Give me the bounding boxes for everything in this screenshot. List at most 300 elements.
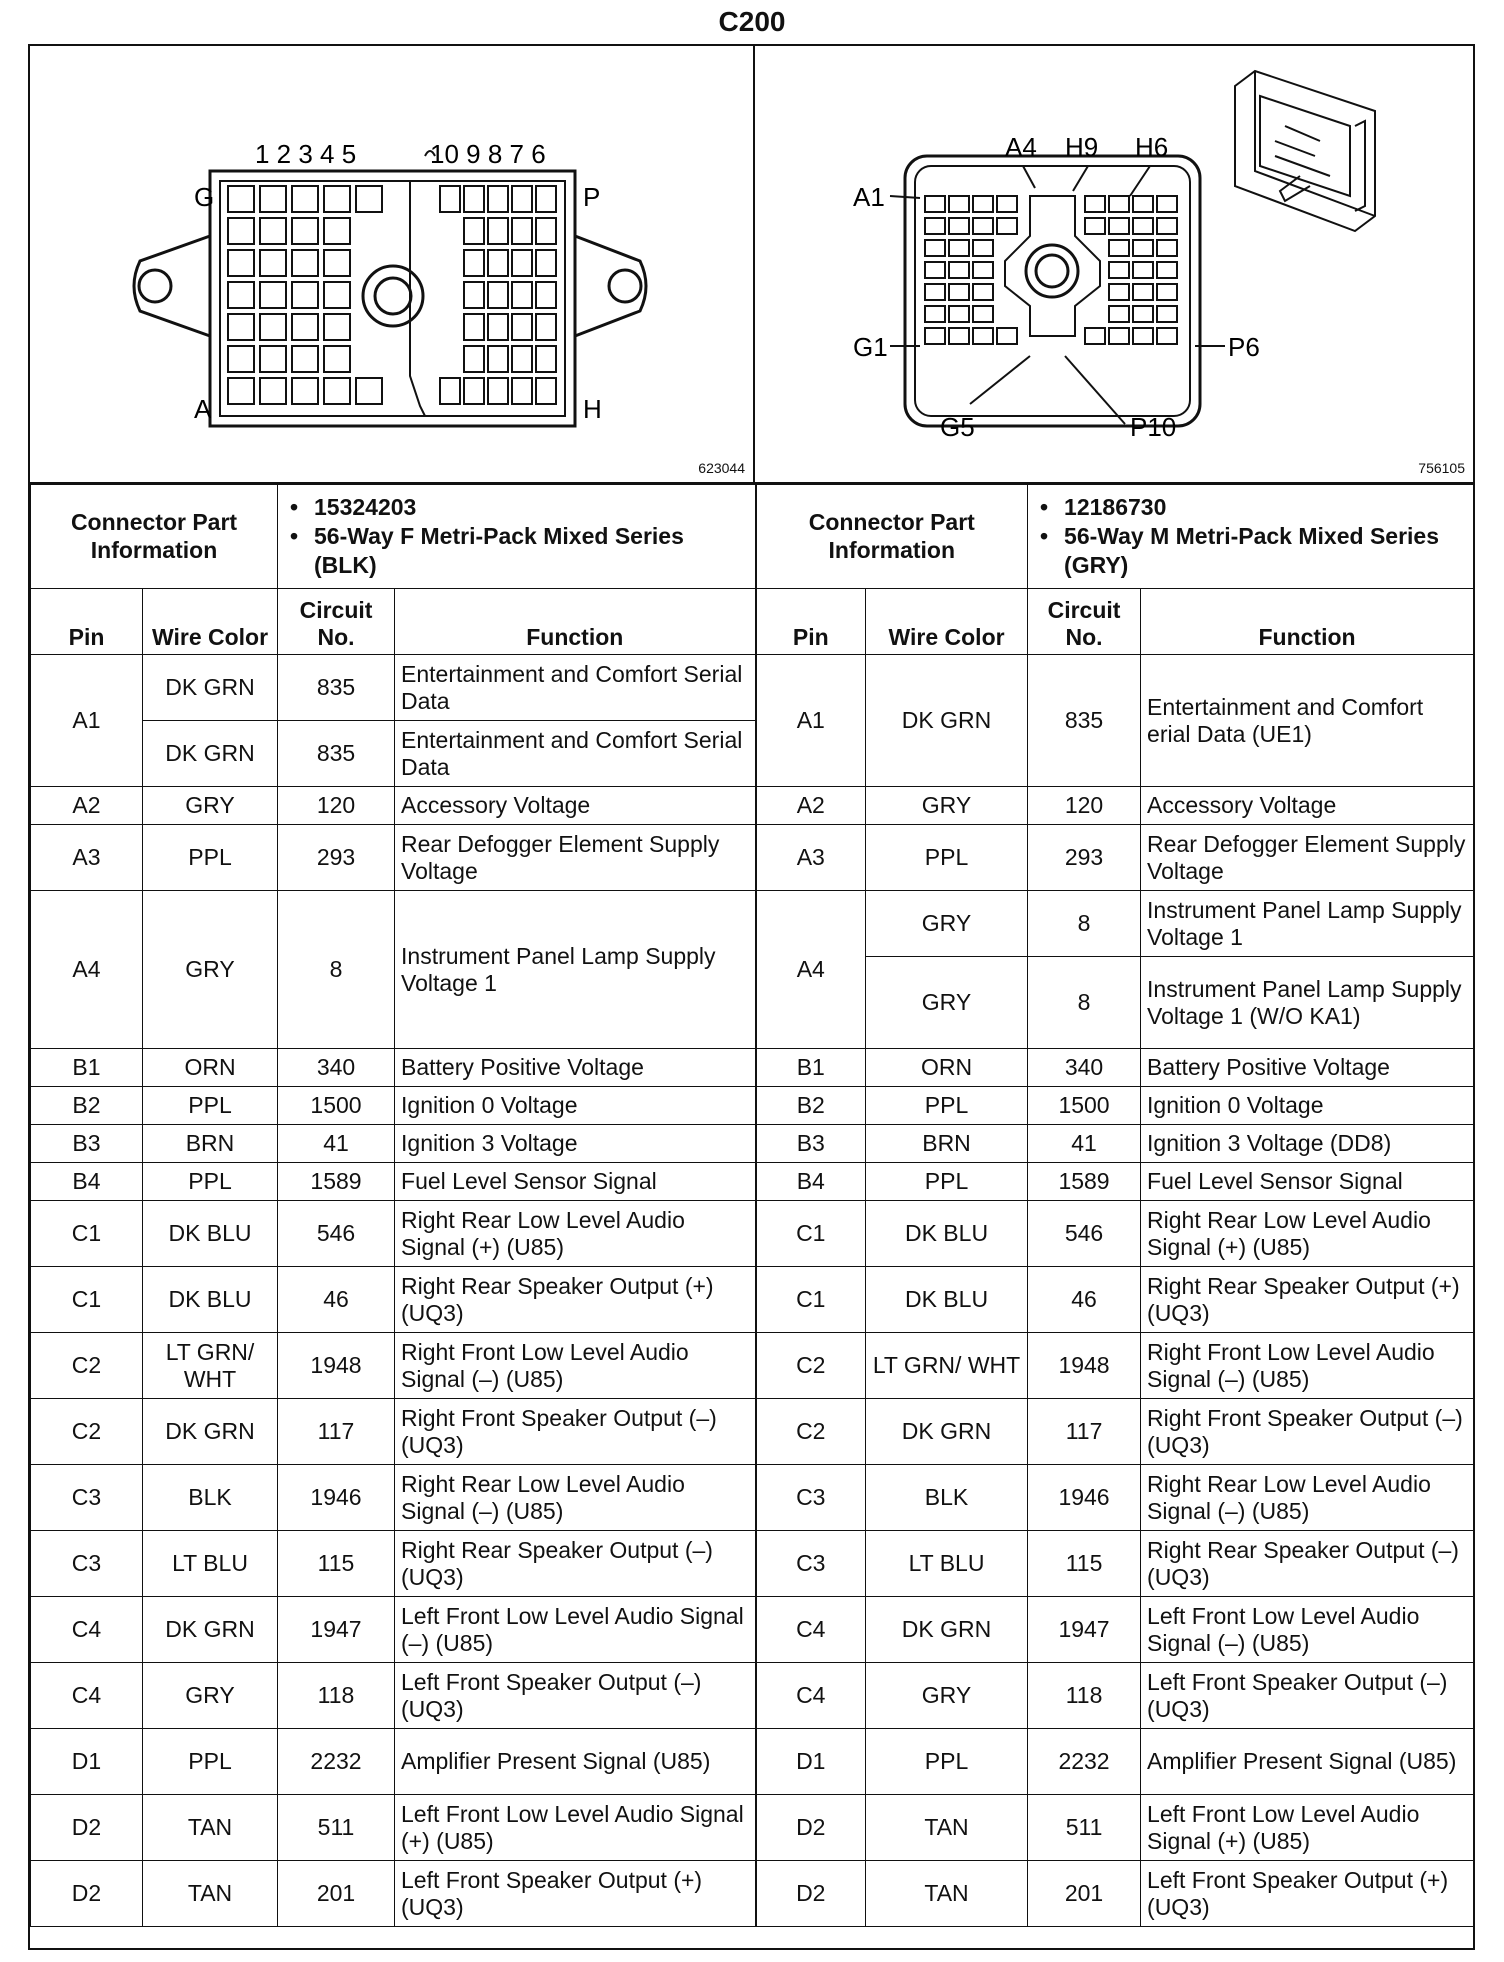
connector-cavity bbox=[536, 314, 556, 340]
pin-cell: B3 bbox=[31, 1125, 143, 1163]
connector-cavity bbox=[512, 314, 532, 340]
pin-cell: A4 bbox=[756, 891, 866, 1049]
wire-color-cell: GRY bbox=[143, 1663, 278, 1729]
pin-cell: C3 bbox=[31, 1465, 143, 1531]
function-cell: Right Rear Speaker Output (–) (UQ3) bbox=[1141, 1531, 1474, 1597]
connector-cavity bbox=[1109, 328, 1129, 344]
function-cell: Left Front Low Level Audio Signal (+) (U85) bbox=[1141, 1795, 1474, 1861]
pin-cell: C2 bbox=[31, 1333, 143, 1399]
wire-color-cell: BRN bbox=[143, 1125, 278, 1163]
connector-cavity bbox=[464, 186, 484, 212]
connector-cavity bbox=[260, 346, 286, 372]
corner-label-a: A bbox=[194, 394, 212, 424]
connector-cavity bbox=[324, 218, 350, 244]
circuit-cell: 835 bbox=[1028, 655, 1141, 787]
connector-cavity bbox=[292, 282, 318, 308]
table-row bbox=[31, 1087, 1474, 1125]
function-cell: Left Front Low Level Audio Signal (+) (U85) bbox=[395, 1795, 756, 1861]
function-cell: Right Rear Low Level Audio Signal (–) (U85) bbox=[395, 1465, 756, 1531]
table-row bbox=[31, 1049, 1474, 1087]
connector-cavity bbox=[228, 346, 254, 372]
connector-cavity bbox=[464, 346, 484, 372]
function-cell: Ignition 0 Voltage bbox=[1141, 1087, 1474, 1125]
wire-color-cell: GRY bbox=[143, 787, 278, 825]
function-cell: Amplifier Present Signal (U85) bbox=[1141, 1729, 1474, 1795]
function-cell: Right Rear Speaker Output (+) (UQ3) bbox=[1141, 1267, 1474, 1333]
connector-cavity bbox=[292, 378, 318, 404]
function-cell: Left Front Low Level Audio Signal (–) (U85) bbox=[1141, 1597, 1474, 1663]
connector-cavity bbox=[464, 218, 484, 244]
connector-cavity bbox=[324, 314, 350, 340]
table-row bbox=[31, 1861, 1474, 1927]
circuit-cell: 1948 bbox=[1028, 1333, 1141, 1399]
connector-cavity bbox=[973, 262, 993, 278]
function-cell: Right Front Speaker Output (–) (UQ3) bbox=[395, 1399, 756, 1465]
function-cell: Right Front Low Level Audio Signal (–) (U85) bbox=[1141, 1333, 1474, 1399]
table-row bbox=[31, 1597, 1474, 1663]
function-cell: Accessory Voltage bbox=[1141, 787, 1474, 825]
connector-cavity bbox=[1157, 218, 1177, 234]
connector-sheet bbox=[28, 44, 1475, 1950]
wire-color-cell: DK GRN bbox=[866, 1597, 1028, 1663]
circuit-cell: 201 bbox=[1028, 1861, 1141, 1927]
connector-cavity bbox=[488, 346, 508, 372]
circuit-cell: 117 bbox=[278, 1399, 395, 1465]
connector-cavity bbox=[949, 218, 969, 234]
connector-info-row bbox=[31, 485, 1474, 589]
connector-cavity bbox=[228, 282, 254, 308]
wire-color-cell: LT BLU bbox=[143, 1531, 278, 1597]
circuit-cell: 511 bbox=[278, 1795, 395, 1861]
connector-cavity bbox=[324, 378, 350, 404]
connector-cavity bbox=[488, 250, 508, 276]
connector-cavity bbox=[536, 218, 556, 244]
connector-cavity bbox=[1157, 328, 1177, 344]
table-row bbox=[31, 1795, 1474, 1861]
function-cell: Amplifier Present Signal (U85) bbox=[395, 1729, 756, 1795]
function-cell: Instrument Panel Lamp Supply Voltage 1 bbox=[395, 891, 756, 1049]
connector-cavity bbox=[1109, 218, 1129, 234]
circuit-cell: 1946 bbox=[278, 1465, 395, 1531]
function-cell: Battery Positive Voltage bbox=[1141, 1049, 1474, 1087]
function-cell: Right Rear Speaker Output (–) (UQ3) bbox=[395, 1531, 756, 1597]
label-h9: H9 bbox=[1065, 132, 1099, 162]
function-cell: Instrument Panel Lamp Supply Voltage 1 (W/O KA1) bbox=[1141, 957, 1474, 1049]
table-row bbox=[31, 1125, 1474, 1163]
connector-cavity bbox=[440, 186, 460, 212]
header-circuit-no: Circuit No. bbox=[278, 589, 395, 655]
circuit-cell: 835 bbox=[278, 655, 395, 721]
connector-cavity bbox=[973, 284, 993, 300]
pin-cell: C3 bbox=[31, 1531, 143, 1597]
corner-label-h: H bbox=[583, 394, 602, 424]
connector-cavity bbox=[973, 240, 993, 256]
connector-cavity bbox=[536, 346, 556, 372]
wire-color-cell: BLK bbox=[866, 1465, 1028, 1531]
connector-cavity bbox=[925, 306, 945, 322]
connector-cavity bbox=[925, 218, 945, 234]
connector-cavity bbox=[260, 218, 286, 244]
wire-color-cell: PPL bbox=[143, 1729, 278, 1795]
connector-cavity bbox=[464, 314, 484, 340]
connector-cavity bbox=[1157, 284, 1177, 300]
pin-cell: D1 bbox=[756, 1729, 866, 1795]
circuit-cell: 1500 bbox=[1028, 1087, 1141, 1125]
pin-cell: A1 bbox=[31, 655, 143, 787]
left-info-label: Connector Part Information bbox=[31, 485, 278, 589]
connector-cavity bbox=[1109, 284, 1129, 300]
connector-cavity bbox=[1085, 196, 1105, 212]
wire-color-cell: DK GRN bbox=[866, 1399, 1028, 1465]
connector-cavity bbox=[1133, 196, 1153, 212]
table-row bbox=[31, 787, 1474, 825]
page-title: C200 bbox=[718, 6, 786, 37]
connector-cavity bbox=[997, 218, 1017, 234]
wire-color-cell: PPL bbox=[143, 825, 278, 891]
circuit-cell: 546 bbox=[278, 1201, 395, 1267]
wire-color-cell: GRY bbox=[866, 1663, 1028, 1729]
connector-cavity bbox=[324, 186, 350, 212]
pin-cell: D2 bbox=[31, 1795, 143, 1861]
wire-color-cell: TAN bbox=[143, 1861, 278, 1927]
pin-cell: C4 bbox=[31, 1663, 143, 1729]
connector-cavity bbox=[1109, 306, 1129, 322]
right-part-description: • 56-Way M Metri-Pack Mixed Series (GRY) bbox=[1064, 522, 1467, 580]
connector-cavity bbox=[488, 186, 508, 212]
connector-cavity bbox=[925, 284, 945, 300]
pin-cell: B2 bbox=[756, 1087, 866, 1125]
circuit-cell: 201 bbox=[278, 1861, 395, 1927]
function-cell: Right Front Speaker Output (–) (UQ3) bbox=[1141, 1399, 1474, 1465]
pin-cell: B4 bbox=[31, 1163, 143, 1201]
pin-cell: C2 bbox=[31, 1399, 143, 1465]
right-info-label: Connector Part Information bbox=[756, 485, 1028, 589]
function-cell: Fuel Level Sensor Signal bbox=[1141, 1163, 1474, 1201]
circuit-cell: 120 bbox=[278, 787, 395, 825]
wire-color-cell: DK BLU bbox=[143, 1201, 278, 1267]
connector-cavity bbox=[228, 250, 254, 276]
pin-cell: C1 bbox=[31, 1267, 143, 1333]
circuit-cell: 117 bbox=[1028, 1399, 1141, 1465]
wire-color-cell: LT GRN/ WHT bbox=[143, 1333, 278, 1399]
table-row bbox=[31, 1531, 1474, 1597]
pin-cell: C4 bbox=[756, 1663, 866, 1729]
connector-cavity bbox=[949, 262, 969, 278]
function-cell: Battery Positive Voltage bbox=[395, 1049, 756, 1087]
circuit-cell: 8 bbox=[278, 891, 395, 1049]
function-cell: Right Rear Speaker Output (+) (UQ3) bbox=[395, 1267, 756, 1333]
connector-cavity bbox=[1085, 328, 1105, 344]
circuit-cell: 41 bbox=[278, 1125, 395, 1163]
circuit-cell: 835 bbox=[278, 721, 395, 787]
connector-cavity bbox=[925, 262, 945, 278]
table-row bbox=[31, 1201, 1474, 1267]
header-circuit-no: Circuit No. bbox=[1028, 589, 1141, 655]
pin-cell: B1 bbox=[756, 1049, 866, 1087]
circuit-cell: 41 bbox=[1028, 1125, 1141, 1163]
wire-color-cell: LT BLU bbox=[866, 1531, 1028, 1597]
connector-cavity bbox=[1157, 306, 1177, 322]
wire-color-cell: DK GRN bbox=[143, 655, 278, 721]
connector-cavity bbox=[925, 240, 945, 256]
connector-cavity bbox=[356, 378, 382, 404]
connector-cavity bbox=[512, 186, 532, 212]
circuit-cell: 46 bbox=[1028, 1267, 1141, 1333]
pinout-table bbox=[30, 484, 1474, 1927]
male-connector-drawing bbox=[755, 46, 1473, 482]
table-row bbox=[31, 1399, 1474, 1465]
connector-cavity bbox=[324, 250, 350, 276]
wire-color-cell: ORN bbox=[866, 1049, 1028, 1087]
header-function: Function bbox=[395, 589, 756, 655]
right-part-number: • 12186730 bbox=[1064, 493, 1467, 522]
female-connector-drawing bbox=[30, 46, 753, 482]
table-row bbox=[31, 655, 1474, 721]
connector-cavity bbox=[536, 378, 556, 404]
function-cell: Ignition 0 Voltage bbox=[395, 1087, 756, 1125]
connector-cavity bbox=[1133, 284, 1153, 300]
function-cell: Left Front Speaker Output (–) (UQ3) bbox=[1141, 1663, 1474, 1729]
header-row bbox=[31, 589, 1474, 655]
connector-cavity bbox=[1109, 262, 1129, 278]
connector-cavity bbox=[973, 328, 993, 344]
circuit-cell: 1589 bbox=[1028, 1163, 1141, 1201]
wire-color-cell: PPL bbox=[866, 825, 1028, 891]
wire-color-cell: GRY bbox=[866, 891, 1028, 957]
connector-cavity bbox=[512, 346, 532, 372]
label-p6: P6 bbox=[1228, 332, 1260, 362]
connector-cavity bbox=[925, 196, 945, 212]
connector-cavity bbox=[512, 282, 532, 308]
table-row bbox=[31, 1663, 1474, 1729]
table-row bbox=[31, 1267, 1474, 1333]
table-row bbox=[31, 891, 1474, 957]
wire-color-cell: PPL bbox=[866, 1729, 1028, 1795]
header-function: Function bbox=[1141, 589, 1474, 655]
circuit-cell: 340 bbox=[278, 1049, 395, 1087]
connector-cavity bbox=[324, 282, 350, 308]
connector-cavity bbox=[260, 186, 286, 212]
connector-cavity bbox=[949, 328, 969, 344]
connector-cavity bbox=[464, 250, 484, 276]
wire-color-cell: PPL bbox=[143, 1163, 278, 1201]
right-info-values bbox=[1028, 485, 1474, 589]
connector-cavity bbox=[292, 186, 318, 212]
connector-cavity bbox=[1085, 218, 1105, 234]
function-cell: Fuel Level Sensor Signal bbox=[395, 1163, 756, 1201]
connector-cavity bbox=[488, 282, 508, 308]
circuit-cell: 2232 bbox=[1028, 1729, 1141, 1795]
circuit-cell: 1500 bbox=[278, 1087, 395, 1125]
connector-cavity bbox=[464, 378, 484, 404]
pin-cell: C3 bbox=[756, 1531, 866, 1597]
wire-color-cell: GRY bbox=[866, 787, 1028, 825]
connector-cavity bbox=[1109, 196, 1129, 212]
connector-cavity bbox=[949, 284, 969, 300]
circuit-cell: 120 bbox=[1028, 787, 1141, 825]
connector-cavity bbox=[925, 328, 945, 344]
connector-cavity bbox=[973, 218, 993, 234]
connector-perspective-icon bbox=[1235, 71, 1375, 231]
pin-cell: B2 bbox=[31, 1087, 143, 1125]
connector-cavity bbox=[536, 186, 556, 212]
pin-cell: A1 bbox=[756, 655, 866, 787]
label-g1: G1 bbox=[853, 332, 888, 362]
pin-cell: B4 bbox=[756, 1163, 866, 1201]
pin-cell: D2 bbox=[756, 1795, 866, 1861]
label-p10: P10 bbox=[1130, 412, 1177, 442]
header-wire-color: Wire Color bbox=[866, 589, 1028, 655]
pin-cell: C2 bbox=[756, 1333, 866, 1399]
function-cell: Ignition 3 Voltage bbox=[395, 1125, 756, 1163]
diagram-ref-number: 756105 bbox=[1418, 460, 1465, 476]
connector-cavity bbox=[512, 378, 532, 404]
wire-color-cell: DK BLU bbox=[866, 1201, 1028, 1267]
pin-cell: A3 bbox=[756, 825, 866, 891]
circuit-cell: 1589 bbox=[278, 1163, 395, 1201]
table-row bbox=[31, 1465, 1474, 1531]
diagram-ref-number: 623044 bbox=[698, 460, 745, 476]
pin-cell: A2 bbox=[31, 787, 143, 825]
connector-cavity bbox=[1133, 240, 1153, 256]
circuit-cell: 115 bbox=[278, 1531, 395, 1597]
connector-cavity bbox=[997, 196, 1017, 212]
header-wire-color: Wire Color bbox=[143, 589, 278, 655]
circuit-cell: 46 bbox=[278, 1267, 395, 1333]
connector-cavity bbox=[356, 186, 382, 212]
label-h6: H6 bbox=[1135, 132, 1169, 162]
circuit-cell: 293 bbox=[278, 825, 395, 891]
header-pin: Pin bbox=[31, 589, 143, 655]
circuit-cell: 546 bbox=[1028, 1201, 1141, 1267]
pin-numbers-left: 1 2 3 4 5 bbox=[255, 139, 357, 169]
circuit-cell: 115 bbox=[1028, 1531, 1141, 1597]
circuit-cell: 118 bbox=[1028, 1663, 1141, 1729]
wire-color-cell: BRN bbox=[866, 1125, 1028, 1163]
connector-cavity bbox=[292, 314, 318, 340]
connector-cavity bbox=[1133, 218, 1153, 234]
connector-cavity bbox=[488, 314, 508, 340]
connector-cavity bbox=[1133, 262, 1153, 278]
pin-cell: C4 bbox=[756, 1597, 866, 1663]
corner-label-p: P bbox=[583, 182, 601, 212]
wire-color-cell: DK GRN bbox=[143, 1597, 278, 1663]
connector-cavity bbox=[228, 378, 254, 404]
function-cell: Entertainment and Comfort Serial Data bbox=[395, 721, 756, 787]
wire-color-cell: GRY bbox=[143, 891, 278, 1049]
function-cell: Ignition 3 Voltage (DD8) bbox=[1141, 1125, 1474, 1163]
connector-cavity bbox=[973, 196, 993, 212]
wire-color-cell: PPL bbox=[866, 1087, 1028, 1125]
function-cell: Rear Defogger Element Supply Voltage bbox=[1141, 825, 1474, 891]
corner-label-g: G bbox=[194, 182, 215, 212]
pin-cell: D2 bbox=[31, 1861, 143, 1927]
circuit-cell: 2232 bbox=[278, 1729, 395, 1795]
circuit-cell: 1946 bbox=[1028, 1465, 1141, 1531]
function-cell: Right Rear Low Level Audio Signal (+) (U85) bbox=[1141, 1201, 1474, 1267]
pin-cell: C1 bbox=[31, 1201, 143, 1267]
circuit-cell: 1947 bbox=[278, 1597, 395, 1663]
function-cell: Left Front Speaker Output (+) (UQ3) bbox=[1141, 1861, 1474, 1927]
connector-cavity bbox=[488, 218, 508, 244]
connector-cavity bbox=[228, 186, 254, 212]
connector-cavity bbox=[464, 282, 484, 308]
connector-cavity bbox=[512, 218, 532, 244]
circuit-cell: 340 bbox=[1028, 1049, 1141, 1087]
wire-color-cell: BLK bbox=[143, 1465, 278, 1531]
diagram-row bbox=[30, 46, 1473, 484]
label-a1: A1 bbox=[853, 182, 885, 212]
connector-cavity bbox=[292, 218, 318, 244]
function-cell: Right Rear Low Level Audio Signal (–) (U85) bbox=[1141, 1465, 1474, 1531]
pin-cell: A3 bbox=[31, 825, 143, 891]
connector-cavity bbox=[1109, 240, 1129, 256]
connector-cavity bbox=[1157, 240, 1177, 256]
pin-cell: D1 bbox=[31, 1729, 143, 1795]
circuit-cell: 1947 bbox=[1028, 1597, 1141, 1663]
function-cell: Left Front Speaker Output (+) (UQ3) bbox=[395, 1861, 756, 1927]
wire-color-cell: LT GRN/ WHT bbox=[866, 1333, 1028, 1399]
connector-cavity bbox=[536, 282, 556, 308]
table-row bbox=[31, 1163, 1474, 1201]
left-part-description: • 56-Way F Metri-Pack Mixed Series (BLK) bbox=[314, 522, 749, 580]
connector-cavity bbox=[440, 378, 460, 404]
table-row bbox=[31, 1333, 1474, 1399]
connector-cavity bbox=[1133, 306, 1153, 322]
pin-cell: C2 bbox=[756, 1399, 866, 1465]
connector-cavity bbox=[997, 328, 1017, 344]
function-cell: Left Front Low Level Audio Signal (–) (U85) bbox=[395, 1597, 756, 1663]
connector-cavity bbox=[260, 282, 286, 308]
function-cell: Entertainment and Comfort Serial Data bbox=[395, 655, 756, 721]
connector-cavity bbox=[536, 250, 556, 276]
pin-cell: A2 bbox=[756, 787, 866, 825]
circuit-cell: 118 bbox=[278, 1663, 395, 1729]
connector-cavity bbox=[292, 250, 318, 276]
pin-numbers-right: 10 9 8 7 6 bbox=[430, 139, 546, 169]
function-cell: Instrument Panel Lamp Supply Voltage 1 bbox=[1141, 891, 1474, 957]
table-row bbox=[31, 1729, 1474, 1795]
function-cell: Accessory Voltage bbox=[395, 787, 756, 825]
header-pin: Pin bbox=[756, 589, 866, 655]
wire-color-cell: DK BLU bbox=[143, 1267, 278, 1333]
pin-cell: B3 bbox=[756, 1125, 866, 1163]
circuit-cell: 1948 bbox=[278, 1333, 395, 1399]
circuit-cell: 511 bbox=[1028, 1795, 1141, 1861]
pin-cell: A4 bbox=[31, 891, 143, 1049]
wire-color-cell: PPL bbox=[143, 1087, 278, 1125]
pin-cell: C4 bbox=[31, 1597, 143, 1663]
wire-color-cell: DK BLU bbox=[866, 1267, 1028, 1333]
connector-cavity bbox=[228, 218, 254, 244]
circuit-cell: 8 bbox=[1028, 957, 1141, 1049]
connector-cavity bbox=[488, 378, 508, 404]
connector-cavity bbox=[292, 346, 318, 372]
wire-color-cell: DK GRN bbox=[866, 655, 1028, 787]
connector-cavity bbox=[1157, 262, 1177, 278]
label-g5: G5 bbox=[940, 412, 975, 442]
wire-color-cell: TAN bbox=[866, 1795, 1028, 1861]
pin-cell: D2 bbox=[756, 1861, 866, 1927]
wire-color-cell: DK GRN bbox=[143, 1399, 278, 1465]
table-row bbox=[31, 825, 1474, 891]
pin-cell: C3 bbox=[756, 1465, 866, 1531]
left-info-values bbox=[278, 485, 756, 589]
connector-cavity bbox=[260, 378, 286, 404]
circuit-cell: 8 bbox=[1028, 891, 1141, 957]
function-cell: Left Front Speaker Output (–) (UQ3) bbox=[395, 1663, 756, 1729]
connector-cavity bbox=[949, 240, 969, 256]
